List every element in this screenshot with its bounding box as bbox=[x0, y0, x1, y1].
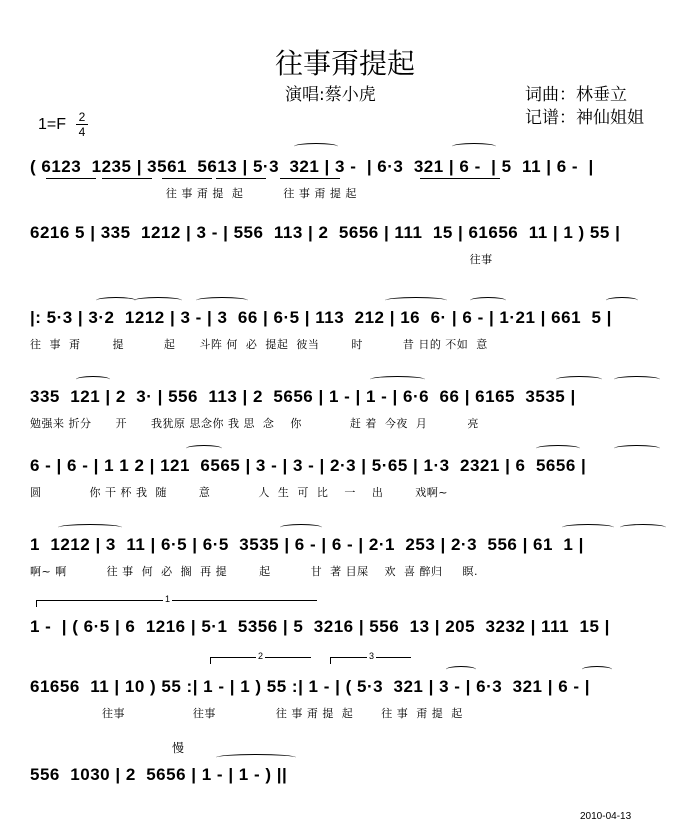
slur-mark bbox=[280, 524, 322, 531]
lyrics-row-4: 勉强来 折分 开 我犹原 思念你 我 思 念 你 赶 着 今夜 月 亮 bbox=[30, 417, 479, 430]
transcriber: 记谱：神仙姐姐 bbox=[525, 108, 644, 128]
slur-mark bbox=[446, 666, 476, 673]
notes-row-1: ( 6123 1235 | 3561 5613 | 5·3 321 | 3 - | 6·3 321 | 6 - | 5 11 | 6 - | bbox=[30, 157, 594, 176]
tempo-mark: 慢 bbox=[172, 741, 185, 755]
slur-mark bbox=[196, 297, 248, 304]
slur-mark bbox=[582, 666, 612, 673]
volta-3: 3 bbox=[330, 657, 411, 664]
time-signature bbox=[76, 111, 88, 138]
notes-row-4: 335 121 | 2 3· | 556 113 | 2 5656 | 1 - | 1 - | 6·6 66 | 6165 3535 | bbox=[30, 387, 576, 406]
slur-mark bbox=[186, 445, 222, 452]
transcription-date: 2010-04-13 bbox=[580, 811, 632, 822]
slur-mark bbox=[470, 297, 506, 304]
slur-mark bbox=[556, 376, 602, 383]
staff-row-8 bbox=[0, 672, 690, 752]
slur-mark bbox=[385, 297, 447, 304]
lyrics-row-2: 往事 bbox=[30, 253, 493, 266]
notes-row-5: 6 - | 6 - | 1 1 2 | 121 6565 | 3 - | 3 - | 2·3 | 5·65 | 1·3 2321 | 6 5656 | bbox=[30, 456, 587, 475]
staff-row-6 bbox=[0, 530, 690, 610]
volta-2: 2 bbox=[210, 657, 311, 664]
lyrics-row-5: 圆 你 干 杯 我 随 意 人 生 可 比 一 出 戏啊~ bbox=[30, 486, 449, 499]
slur-mark bbox=[620, 524, 666, 531]
time-numerator: 2 bbox=[78, 110, 86, 124]
notes-row-2: 6216 5 | 335 1212 | 3 - | 556 113 | 2 5656 | 111 15 | 61656 11 | 1 ) 55 | bbox=[30, 223, 621, 242]
slur-mark bbox=[76, 376, 110, 383]
slur-mark bbox=[294, 143, 338, 150]
beam-line bbox=[280, 178, 340, 179]
staff-row-4 bbox=[0, 382, 690, 462]
slur-mark bbox=[536, 445, 580, 452]
notes-row-6: 1 1212 | 3 11 | 6·5 | 6·5 3535 | 6 - | 6 - | 2·1 253 | 2·3 556 | 61 1 | bbox=[30, 535, 584, 554]
slur-mark bbox=[452, 143, 496, 150]
staff-row-5 bbox=[0, 451, 690, 531]
staff-row-9 bbox=[0, 760, 690, 840]
key-signature: 1=F bbox=[38, 116, 67, 133]
song-title: 往事甭提起 bbox=[274, 47, 415, 80]
lyricist-composer: 词曲：林垂立 bbox=[525, 85, 627, 105]
beam-line bbox=[46, 178, 96, 179]
lyrics-row-6: 啊~ 啊 往 事 何 必 搁 再 提 起 甘 著 目屎 欢 喜 醉归 瞑. bbox=[30, 565, 479, 578]
lyrics-row-1: 往 事 甭 提 起 往 事 甭 提 起 bbox=[30, 187, 357, 200]
staff-row-2 bbox=[0, 218, 690, 298]
beam-line bbox=[162, 178, 212, 179]
slur-mark bbox=[216, 754, 296, 761]
beam-line bbox=[420, 178, 500, 179]
lyrics-row-8: 往事 往事 往 事 甭 提 起 往 事 甭 提 起 bbox=[30, 707, 463, 720]
slur-mark bbox=[134, 297, 182, 304]
slur-mark bbox=[614, 445, 660, 452]
notes-row-7: 1 - | ( 6·5 | 6 1216 | 5·1 5356 | 5 3216 | 556 13 | 205 3232 | 111 15 | bbox=[30, 617, 610, 636]
time-denominator: 4 bbox=[78, 125, 86, 139]
slur-mark bbox=[370, 376, 425, 383]
staff-row-3 bbox=[0, 303, 690, 383]
slur-mark bbox=[606, 297, 638, 304]
slur-mark bbox=[614, 376, 660, 383]
beam-line bbox=[216, 178, 266, 179]
beam-line bbox=[102, 178, 152, 179]
lyrics-row-3: 往 事 甭 提 起 斗阵 何 必 提起 彼当 时 昔 日的 不如 意 bbox=[30, 338, 488, 351]
notes-row-9: 556 1030 | 2 5656 | 1 - | 1 - ) || bbox=[30, 765, 288, 784]
slur-mark bbox=[58, 524, 122, 531]
notes-row-8: 61656 11 | 10 ) 55 :| 1 - | 1 ) 55 :| 1 - | ( 5·3 321 | 3 - | 6·3 321 | 6 - | bbox=[30, 677, 591, 696]
singer: 演唱:蔡小虎 bbox=[285, 85, 376, 105]
slur-mark bbox=[562, 524, 614, 531]
notes-row-3: |: 5·3 | 3·2 1212 | 3 - | 3 66 | 6·5 | 113 212 | 16 6· | 6 - | 1·21 | 661 5 | bbox=[30, 308, 612, 327]
slur-mark bbox=[96, 297, 136, 304]
volta-1: 1 bbox=[36, 600, 317, 607]
